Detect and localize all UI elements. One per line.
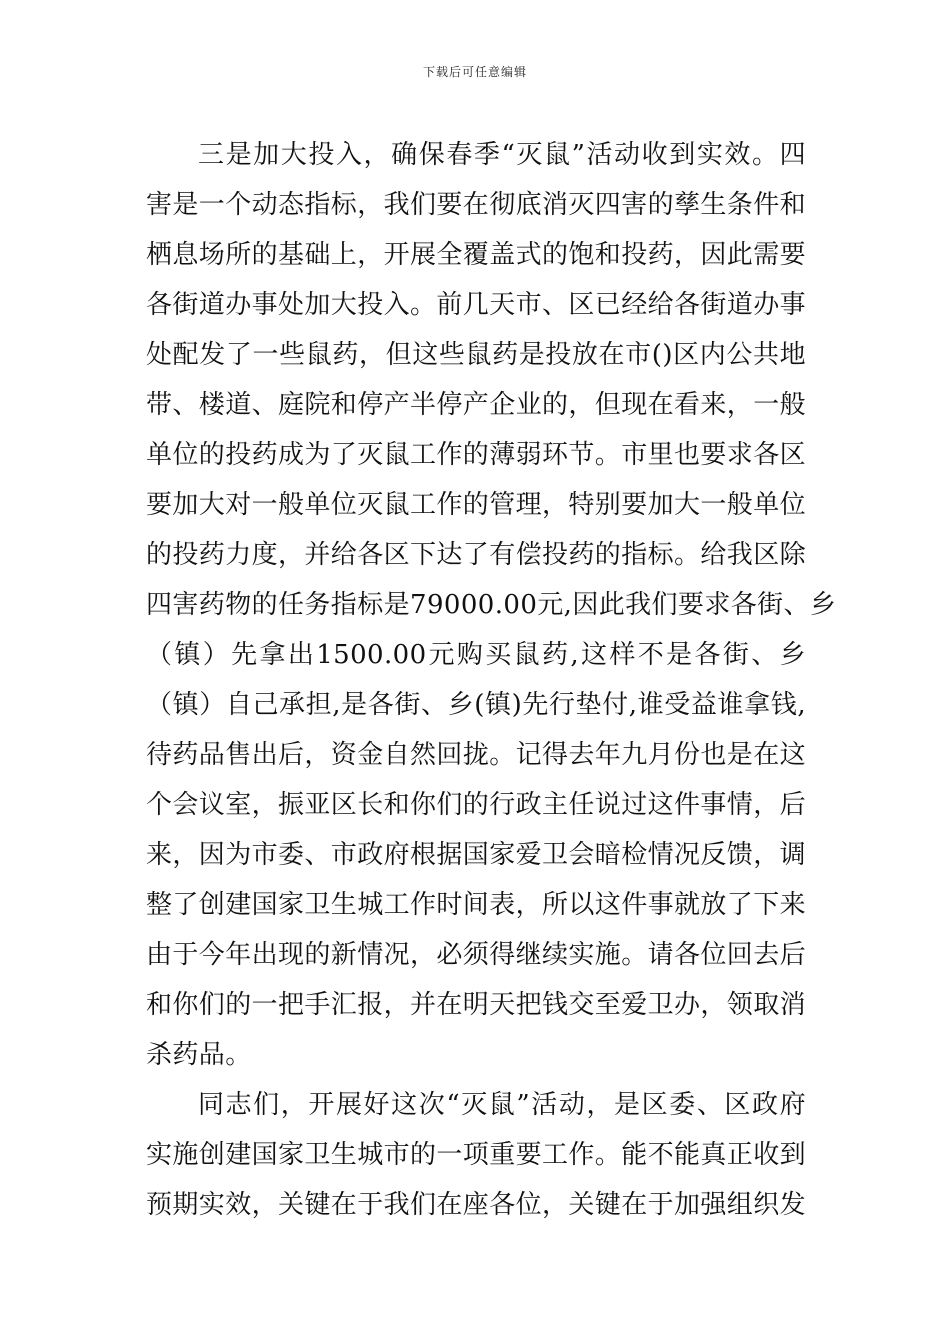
text-line: 四害药物的任务指标是79000.00元,因此我们要求各街、乡 bbox=[146, 590, 837, 620]
paragraph-2 bbox=[146, 1080, 806, 1230]
page-header: 下载后可任意编辑 bbox=[422, 65, 527, 79]
text-line: 待药品售出后，资金自然回拢。记得去年九月份也是在这 bbox=[146, 740, 807, 770]
paragraph-1 bbox=[146, 130, 837, 1080]
text-line: 由于今年出现的新情况，必须得继续实施。请各位回去后 bbox=[146, 940, 807, 970]
text-line: 同志们，开展好这次“灭鼠”活动，是区委、区政府 bbox=[198, 1090, 806, 1120]
text-line: 的投药力度，并给各区下达了有偿投药的指标。给我区除 bbox=[146, 540, 807, 570]
text-line: 整了创建国家卫生城工作时间表，所以这件事就放了下来 bbox=[146, 890, 807, 920]
text-line: 来，因为市委、市政府根据国家爱卫会暗检情况反馈，调 bbox=[146, 840, 807, 870]
text-line: 处配发了一些鼠药，但这些鼠药是投放在市()区内公共地 bbox=[146, 340, 806, 370]
text-line: 单位的投药成为了灭鼠工作的薄弱环节。市里也要求各区 bbox=[146, 440, 807, 470]
text-line: （镇）先拿出1500.00元购买鼠药,这样不是各街、乡 bbox=[146, 640, 806, 670]
text-line: 杀药品。 bbox=[146, 1040, 252, 1070]
text-line: 栖息场所的基础上，开展全覆盖式的饱和投药，因此需要 bbox=[146, 240, 807, 270]
text-line: 带、楼道、庭院和停产半停产企业的，但现在看来，一般 bbox=[146, 390, 807, 420]
text-line: 害是一个动态指标，我们要在彻底消灭四害的孳生条件和 bbox=[146, 190, 807, 220]
text-line: 预期实效，关键在于我们在座各位，关键在于加强组织发 bbox=[146, 1190, 807, 1220]
text-line: 实施创建国家卫生城市的一项重要工作。能不能真正收到 bbox=[146, 1140, 807, 1170]
text-line: （镇）自己承担,是各街、乡(镇)先行垫付,谁受益谁拿钱, bbox=[146, 690, 806, 720]
text-line: 各街道办事处加大投入。前几天市、区已经给各街道办事 bbox=[146, 290, 807, 320]
text-line: 三是加大投入，确保春季“灭鼠”活动收到实效。四 bbox=[198, 140, 806, 170]
text-line: 和你们的一把手汇报，并在明天把钱交至爱卫办，领取消 bbox=[146, 990, 807, 1020]
text-line: 个会议室，振亚区长和你们的行政主任说过这件事情，后 bbox=[146, 790, 807, 820]
text-line: 要加大对一般单位灭鼠工作的管理，特别要加大一般单位 bbox=[146, 490, 807, 520]
document-body bbox=[146, 130, 837, 1230]
